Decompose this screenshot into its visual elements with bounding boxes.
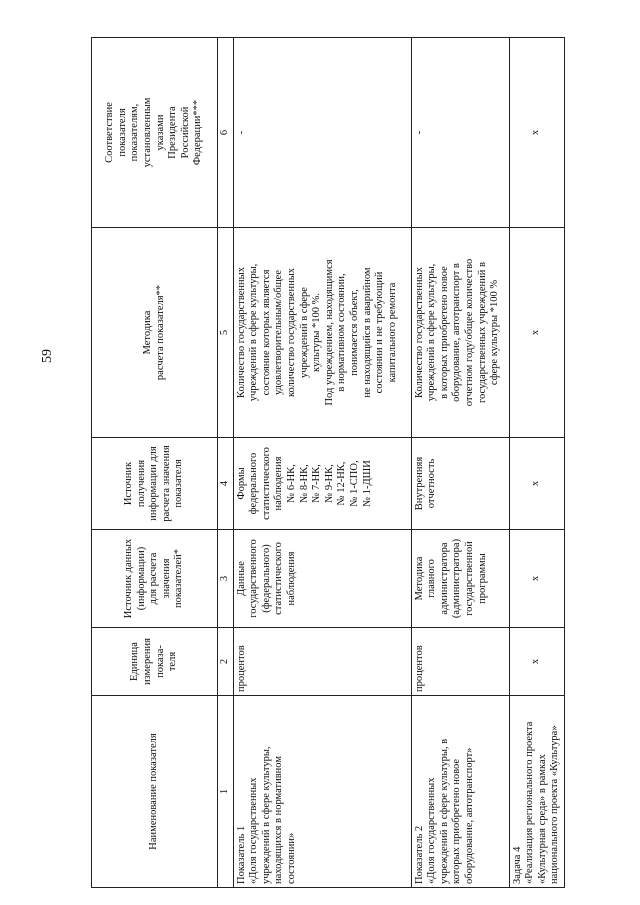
header-method: Методика расчета показателя** xyxy=(92,228,218,438)
cell-task-name: Задача 4 «Реализация регионального проекта «Культурная среда» в рамках национального проекта «Культура» xyxy=(509,696,564,888)
table-row xyxy=(233,38,411,888)
rotated-table-container xyxy=(91,38,561,888)
cell-info-source: Формы федерального статистического наблюдения № 6-НК, № 8-НК, № 7-НК, № 9-НК, № 12-НК, № 1-СПО, № 1-ДШИ xyxy=(233,438,411,530)
cell-compliance: х xyxy=(509,38,564,228)
table-row xyxy=(509,38,564,888)
column-number: 3 xyxy=(218,530,234,628)
indicators-table xyxy=(91,37,565,888)
cell-unit: х xyxy=(509,628,564,696)
column-numbers-row xyxy=(218,38,234,888)
header-indicator-name: Наименование показателя xyxy=(92,696,218,888)
column-number: 5 xyxy=(218,228,234,438)
column-number: 6 xyxy=(218,38,234,228)
cell-data-source: Данные государственного (федерального) статистического наблюдения xyxy=(233,530,411,628)
column-number: 2 xyxy=(218,628,234,696)
cell-indicator-name: Показатель 1 «Доля государственных учреждений в сфере культуры, находящихся в нормативном состоянии» xyxy=(233,696,411,888)
table-row xyxy=(411,38,509,888)
header-row xyxy=(92,38,218,888)
cell-data-source: Методика главного администратора (администратора) государственной программы xyxy=(411,530,509,628)
header-data-source: Источник данных (информации) для расчета значения показателей* xyxy=(92,530,218,628)
header-unit: Единица измерения показа- теля xyxy=(92,628,218,696)
header-compliance: Соответствие показателя показателям, установленным указами Президента Российской Федерации*** xyxy=(92,38,218,228)
cell-unit: процентов xyxy=(411,628,509,696)
cell-data-source: х xyxy=(509,530,564,628)
cell-info-source: Внутренняя отчетность xyxy=(411,438,509,530)
column-number: 1 xyxy=(218,696,234,888)
cell-method: х xyxy=(509,228,564,438)
cell-indicator-name: Показатель 2 «Доля государственных учреждений в сфере культуры, в которых приобретено новое оборудование, автотранспорт» xyxy=(411,696,509,888)
header-info-source: Источник получения информации для расчета значения показателя xyxy=(92,438,218,530)
cell-info-source: х xyxy=(509,438,564,530)
cell-method: Количество государственных учреждений в сфере культуры, состояние которых является удовлетворительным/общее количество государственных учреждений в сфере культуры *100 %. Под учреждением, находящимся в нормативном состоянии, понимается объект, не находящийся в аварийном состоянии и не требующий капитального ремонта xyxy=(233,228,411,438)
cell-compliance: - xyxy=(411,38,509,228)
column-number: 4 xyxy=(218,438,234,530)
page-number: 59 xyxy=(40,349,55,363)
cell-method: Количество государственных учреждений в сфере культуры, в которых приобретено новое оборудование, автотранспорт в отчетном году/общее количество государственных учреждений в сфере культуры *100 % xyxy=(411,228,509,438)
cell-unit: процентов xyxy=(233,628,411,696)
cell-compliance: - xyxy=(233,38,411,228)
